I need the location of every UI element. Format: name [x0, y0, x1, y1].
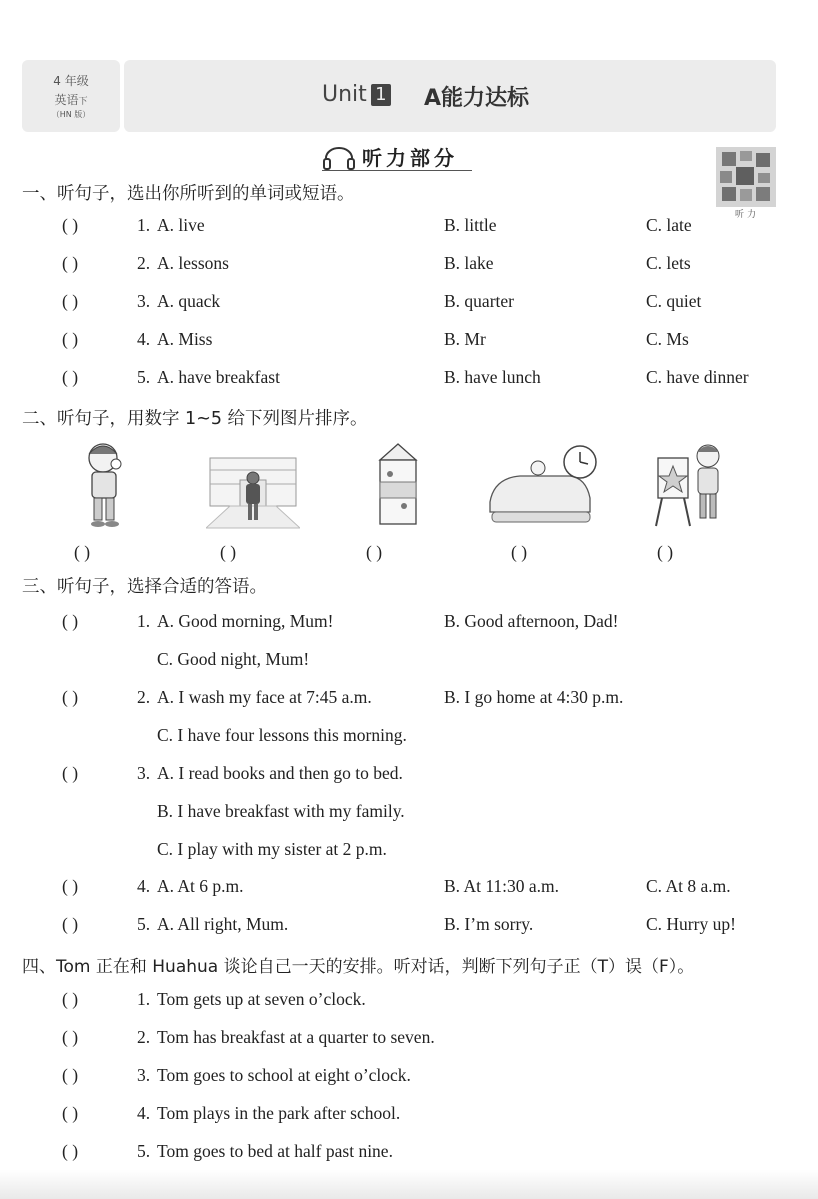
option-b: B. quarter [444, 291, 514, 311]
qr-code[interactable] [716, 147, 776, 207]
statement-text: Tom plays in the park after school. [157, 1103, 401, 1123]
answer-blank[interactable]: ( ) [62, 291, 79, 311]
option-a: A. quack [157, 291, 221, 311]
picture-blank-3[interactable]: ( ) [366, 542, 383, 562]
option-a: A. Good morning, Mum! [157, 611, 334, 631]
option-b: B. have lunch [444, 367, 541, 387]
option-c: C. At 8 a.m. [646, 876, 731, 896]
title-banner [124, 60, 776, 132]
statement-text: Tom goes to bed at half past nine. [157, 1141, 393, 1161]
option-b: B. Mr [444, 329, 486, 349]
option-c: C. have dinner [646, 367, 749, 387]
option-c: C. quiet [646, 291, 702, 311]
answer-blank[interactable]: ( ) [62, 611, 79, 631]
answer-blank[interactable]: ( ) [62, 253, 79, 273]
option-b: B. I’m sorry. [444, 914, 534, 934]
option-c: C. lets [646, 253, 691, 273]
answer-blank[interactable]: ( ) [62, 914, 79, 934]
section-3-title: 三、听句子，选择合适的答语。 [22, 577, 267, 597]
answer-blank[interactable]: ( ) [62, 367, 79, 387]
statement-text: Tom gets up at seven o’clock. [157, 989, 366, 1009]
grade-badge [22, 60, 120, 132]
term-label: 下 [78, 97, 88, 107]
qr-label: 听力 [735, 210, 760, 220]
s3-q3-option-b: B. I have breakfast with my family. [157, 801, 405, 821]
walking-to-school-picture [206, 440, 300, 530]
option-a: A. All right, Mum. [157, 914, 289, 934]
unit-label: Unit [322, 82, 367, 107]
answer-blank[interactable]: ( ) [62, 763, 79, 783]
option-c: C. late [646, 215, 692, 235]
page-bottom-shadow [0, 1170, 818, 1199]
option-a: A. At 6 p.m. [157, 876, 244, 896]
grade-label: 4 年级 [53, 74, 89, 88]
milk-carton-picture [372, 440, 424, 530]
option-a: A. have breakfast [157, 367, 280, 387]
unit-number: 1 [371, 84, 391, 106]
picture-blank-1[interactable]: ( ) [74, 542, 91, 562]
statement-text: Tom goes to school at eight o’clock. [157, 1065, 411, 1085]
answer-blank[interactable]: ( ) [62, 1103, 79, 1123]
subject-label: 英语 [54, 93, 79, 107]
option-b: B. At 11:30 a.m. [444, 876, 560, 896]
option-a: A. I read books and then go to bed. [157, 763, 403, 783]
section-1-title: 一、听句子，选出你所听到的单词或短语。 [22, 184, 355, 204]
option-a: A. lessons [157, 253, 229, 273]
s3-q2-option-c: C. I have four lessons this morning. [157, 725, 407, 745]
answer-blank[interactable]: ( ) [62, 687, 79, 707]
worksheet-page: 4 年级 英语下 （HN 版） Unit 1 A能力达标 听力部分 听力 一、听句子，选出你所听到的单词或短语。 ( ) 1. A. live B. little C. late ( ) 2. A. lessons B. lake C. lets ( ) 3. A. quack B. quarter C. quiet ( ) 4. A. Miss B. Mr C. Ms ( ) 5. A. have breakfast B. have lunch C. have dinner 二、听句子，用数字 1~5 给下列图片排序。 ( ) ( ) ( ) ( ) ( ) 三、听句子，选择合适的答语。 ( ) 1. A. Good morning, Mum! B. Good afternoon, Dad! C. Good night, Mum! ( ) 2. A. I wash my face at 7:45 a.m. B. I go home at 4:30 p.m. C. I have four lessons this morning. ( ) 3. A. I read books and then go to bed. B. I have breakfast with my family. C. I play with my sister at 2 p.m. ( ) 4. A. At 6 p.m. B. At 11:30 a.m. C. At 8 a.m. ( ) 5. A. All right, Mum. B. I’m sorry. C. Hurry up! 四、Tom 正在和 Huahua 谈论自己一天的安排。听对话，判断下列句子正（T）误（F）。 ( ) 1. Tom gets up at seven o’clock. ( ) 2. Tom has breakfast at a quarter to seven. ( ) 3. Tom goes to school at eight o’clock. ( ) 4. Tom plays in the park after school. ( ) 5. Tom goes to bed at half past nine. [0, 0, 818, 1199]
answer-blank[interactable]: ( ) [62, 1027, 79, 1047]
answer-blank[interactable]: ( ) [62, 1141, 79, 1161]
answer-blank[interactable]: ( ) [62, 215, 79, 235]
boy-at-easel-picture [654, 440, 726, 530]
sleeping-in-bed-picture [484, 440, 602, 530]
picture-blank-5[interactable]: ( ) [657, 542, 674, 562]
option-c: C. Hurry up! [646, 914, 736, 934]
boy-eating-picture [78, 440, 132, 530]
page-title: A能力达标 [424, 86, 530, 111]
picture-blank-4[interactable]: ( ) [511, 542, 528, 562]
option-a: A. I wash my face at 7:45 a.m. [157, 687, 372, 707]
heading-underline [322, 170, 472, 171]
section-2-title: 二、听句子，用数字 1~5 给下列图片排序。 [22, 409, 368, 429]
listening-heading-text: 听力部分 [362, 146, 458, 170]
option-b: B. Good afternoon, Dad! [444, 611, 619, 631]
option-b: B. lake [444, 253, 494, 273]
option-a: A. Miss [157, 329, 213, 349]
answer-blank[interactable]: ( ) [62, 1065, 79, 1085]
option-c: C. Ms [646, 329, 689, 349]
picture-blank-2[interactable]: ( ) [220, 542, 237, 562]
headphones-icon [322, 146, 356, 170]
option-b: B. I go home at 4:30 p.m. [444, 687, 624, 707]
option-a: A. live [157, 215, 205, 235]
statement-text: Tom has breakfast at a quarter to seven. [157, 1027, 435, 1047]
answer-blank[interactable]: ( ) [62, 329, 79, 349]
answer-blank[interactable]: ( ) [62, 876, 79, 896]
option-b: B. little [444, 215, 497, 235]
answer-blank[interactable]: ( ) [62, 989, 79, 1009]
section-4-title: 四、Tom 正在和 Huahua 谈论自己一天的安排。听对话，判断下列句子正（T）误（F）。 [22, 957, 695, 977]
edition-label: （HN 版） [51, 110, 91, 119]
s3-q1-option-c: C. Good night, Mum! [157, 649, 310, 669]
s3-q3-option-c: C. I play with my sister at 2 p.m. [157, 839, 387, 859]
